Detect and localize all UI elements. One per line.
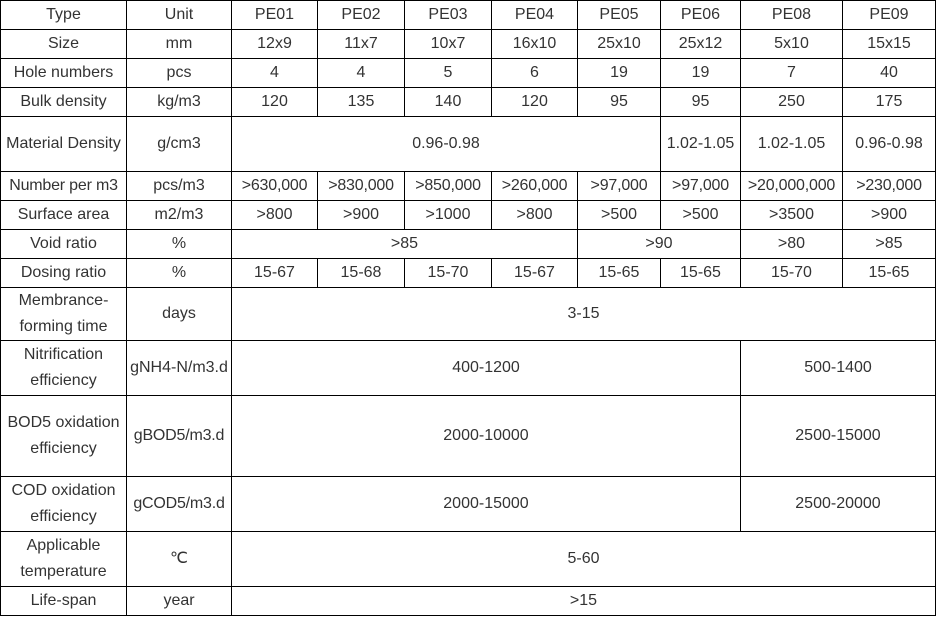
table-cell: 1.02-1.05 <box>741 117 843 172</box>
table-cell: >97,000 <box>578 172 661 201</box>
table-cell: 10x7 <box>405 30 492 59</box>
table-cell: 19 <box>578 59 661 88</box>
table-cell: 15-70 <box>741 259 843 288</box>
table-row <box>1 259 936 288</box>
header-model: PE04 <box>492 1 578 30</box>
table-cell: 140 <box>405 88 492 117</box>
row-unit: year <box>127 587 232 616</box>
row-label: Hole numbers <box>1 59 127 88</box>
row-label: Nitrification efficiency <box>1 341 127 396</box>
row-unit: days <box>127 288 232 341</box>
table-cell: 25x12 <box>661 30 741 59</box>
header-model: PE06 <box>661 1 741 30</box>
table-row <box>1 230 936 259</box>
header-unit: Unit <box>127 1 232 30</box>
table-cell: 15x15 <box>843 30 936 59</box>
table-cell: 15-67 <box>232 259 318 288</box>
row-unit: gBOD5/m3.d <box>127 396 232 477</box>
row-label: BOD5 oxidation efficiency <box>1 396 127 477</box>
table-cell: 15-67 <box>492 259 578 288</box>
table-cell: >90 <box>578 230 741 259</box>
table-cell: >630,000 <box>232 172 318 201</box>
row-unit: pcs <box>127 59 232 88</box>
header-model: PE05 <box>578 1 661 30</box>
table-cell: 120 <box>492 88 578 117</box>
row-label: Surface area <box>1 201 127 230</box>
row-label: Applicable temperature <box>1 532 127 587</box>
row-unit: ℃ <box>127 532 232 587</box>
table-cell: 6 <box>492 59 578 88</box>
table-cell: >97,000 <box>661 172 741 201</box>
table-cell: 4 <box>232 59 318 88</box>
table-cell: 3-15 <box>232 288 936 341</box>
table-cell: >900 <box>318 201 405 230</box>
table-cell: 15-65 <box>578 259 661 288</box>
header-model: PE03 <box>405 1 492 30</box>
table-cell: >1000 <box>405 201 492 230</box>
row-unit: % <box>127 259 232 288</box>
header-row <box>1 1 936 30</box>
table-cell: >85 <box>232 230 578 259</box>
row-unit: kg/m3 <box>127 88 232 117</box>
header-model: PE09 <box>843 1 936 30</box>
row-unit: mm <box>127 30 232 59</box>
table-cell: 5x10 <box>741 30 843 59</box>
row-unit: g/cm3 <box>127 117 232 172</box>
table-cell: 400-1200 <box>232 341 741 396</box>
table-row <box>1 532 936 587</box>
table-cell: 15-68 <box>318 259 405 288</box>
table-cell: 5 <box>405 59 492 88</box>
table-row <box>1 288 936 341</box>
table-cell: >500 <box>661 201 741 230</box>
table-cell: 7 <box>741 59 843 88</box>
table-cell: 11x7 <box>318 30 405 59</box>
row-label: Void ratio <box>1 230 127 259</box>
table-cell: >20,000,000 <box>741 172 843 201</box>
table-cell: 5-60 <box>232 532 936 587</box>
table-cell: >230,000 <box>843 172 936 201</box>
row-label: Number per m3 <box>1 172 127 201</box>
header-model: PE01 <box>232 1 318 30</box>
table-cell: >800 <box>492 201 578 230</box>
table-cell: 135 <box>318 88 405 117</box>
table-cell: 12x9 <box>232 30 318 59</box>
row-unit: m2/m3 <box>127 201 232 230</box>
header-model: PE02 <box>318 1 405 30</box>
table-cell: >800 <box>232 201 318 230</box>
table-cell: >15 <box>232 587 936 616</box>
table-row <box>1 587 936 616</box>
table-cell: >80 <box>741 230 843 259</box>
table-cell: >500 <box>578 201 661 230</box>
table-row <box>1 396 936 477</box>
table-cell: 15-70 <box>405 259 492 288</box>
row-label: COD oxidation efficiency <box>1 477 127 532</box>
header-type: Type <box>1 1 127 30</box>
table-cell: 19 <box>661 59 741 88</box>
table-cell: >3500 <box>741 201 843 230</box>
table-cell: 4 <box>318 59 405 88</box>
table-cell: 95 <box>578 88 661 117</box>
table-cell: 2000-10000 <box>232 396 741 477</box>
table-row <box>1 201 936 230</box>
table-cell: >830,000 <box>318 172 405 201</box>
row-label: Material Density <box>1 117 127 172</box>
row-label: Bulk density <box>1 88 127 117</box>
row-label: Membrance-forming time <box>1 288 127 341</box>
table-cell: 16x10 <box>492 30 578 59</box>
table-cell: 15-65 <box>843 259 936 288</box>
table-cell: 500-1400 <box>741 341 936 396</box>
table-row <box>1 59 936 88</box>
table-cell: >85 <box>843 230 936 259</box>
header-model: PE08 <box>741 1 843 30</box>
table-cell: 2500-20000 <box>741 477 936 532</box>
table-cell: 95 <box>661 88 741 117</box>
table-cell: 1.02-1.05 <box>661 117 741 172</box>
row-unit: % <box>127 230 232 259</box>
table-cell: 40 <box>843 59 936 88</box>
table-cell: 175 <box>843 88 936 117</box>
table-cell: >260,000 <box>492 172 578 201</box>
row-unit: gCOD5/m3.d <box>127 477 232 532</box>
table-row <box>1 477 936 532</box>
table-cell: 2000-15000 <box>232 477 741 532</box>
row-label: Life-span <box>1 587 127 616</box>
table-cell: >900 <box>843 201 936 230</box>
table-cell: 0.96-0.98 <box>232 117 661 172</box>
table-row <box>1 341 936 396</box>
table-row <box>1 172 936 201</box>
table-cell: 120 <box>232 88 318 117</box>
table-cell: 2500-15000 <box>741 396 936 477</box>
table-cell: 0.96-0.98 <box>843 117 936 172</box>
row-unit: pcs/m3 <box>127 172 232 201</box>
table-cell: 25x10 <box>578 30 661 59</box>
table-cell: >850,000 <box>405 172 492 201</box>
table-cell: 250 <box>741 88 843 117</box>
table-cell: 15-65 <box>661 259 741 288</box>
table-row <box>1 88 936 117</box>
row-label: Size <box>1 30 127 59</box>
row-unit: gNH4-N/m3.d <box>127 341 232 396</box>
table-row <box>1 117 936 172</box>
row-label: Dosing ratio <box>1 259 127 288</box>
table-row <box>1 30 936 59</box>
